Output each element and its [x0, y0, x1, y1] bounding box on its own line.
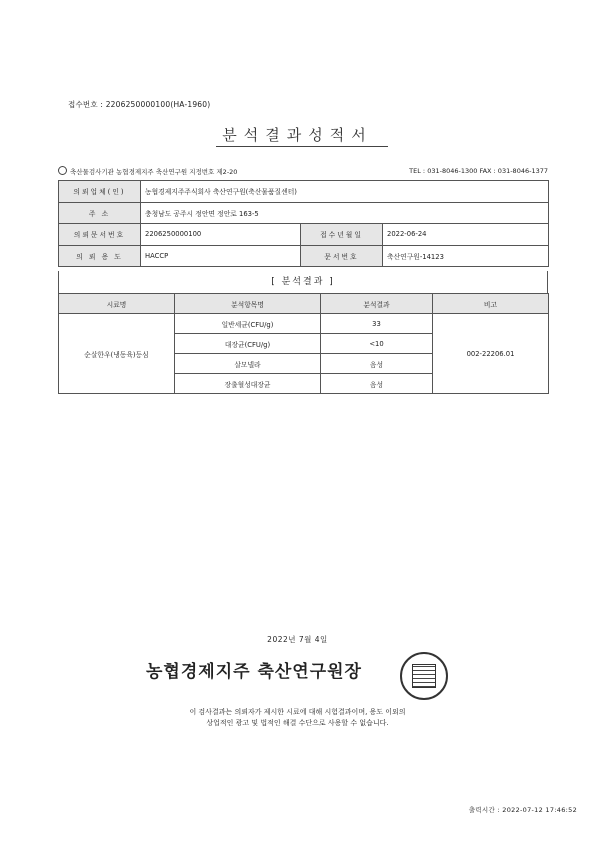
agency-contact: TEL : 031-8046-1300 FAX : 031-8046-1377 [409, 167, 548, 175]
purpose-label: 의 뢰 용 도 [59, 245, 141, 267]
title-underline [216, 146, 388, 147]
client-label: 의뢰업체(인) [59, 181, 141, 203]
table-row [59, 181, 549, 203]
footnote [0, 707, 595, 729]
printed-value: 2022-07-12 17:46:52 [502, 806, 577, 814]
sample-name: 순살한우(냉동육)등심 [59, 314, 175, 394]
request-info-table [58, 180, 549, 267]
table-row [59, 202, 549, 224]
official-seal-icon [400, 652, 448, 700]
print-timestamp [469, 805, 577, 814]
result-value: 음성 [321, 354, 433, 374]
footnote-line: 상업적인 광고 및 법적인 해결 수단으로 사용할 수 없습니다. [206, 719, 389, 727]
seal-inner-icon [412, 664, 436, 688]
table-header-row [59, 294, 549, 314]
docnum-label: 문서번호 [301, 245, 383, 267]
header-item: 분석항목명 [175, 294, 321, 314]
page-title: 분석결과성적서 [222, 126, 373, 144]
issue-date: 2022년 7월 4일 [267, 635, 328, 644]
receipt-number [68, 99, 210, 110]
header-result: 분석결과 [321, 294, 433, 314]
receipt-label: 접수번호 : [68, 100, 104, 109]
printed-label: 출력시간 : [468, 806, 500, 814]
receive-date-label: 접수년월일 [301, 224, 383, 246]
footnote-line: 이 검사결과는 의뢰자가 제시한 시료에 대해 시험결과이며, 용도 이외의 [189, 708, 406, 716]
result-value: <10 [321, 334, 433, 354]
docnum-value: 축산연구원-14123 [383, 245, 549, 267]
result-item: 일반세균(CFU/g) [175, 314, 321, 334]
results-table [58, 293, 549, 394]
docno-label: 의뢰문서번호 [59, 224, 141, 246]
address-value: 충청남도 공주시 정안면 정안로 163-5 [141, 202, 549, 224]
table-row [59, 314, 549, 334]
remark: 002-22206.01 [433, 314, 549, 394]
receive-date-value: 2022-06-24 [383, 224, 549, 246]
address-label: 주 소 [59, 202, 141, 224]
table-row [59, 245, 549, 267]
header-remark: 비고 [433, 294, 549, 314]
result-item: 장출혈성대장균 [175, 374, 321, 394]
header-sample: 시료명 [59, 294, 175, 314]
results-heading: [ 분석결과 ] [58, 271, 548, 293]
result-value: 음성 [321, 374, 433, 394]
result-item: 대장균(CFU/g) [175, 334, 321, 354]
agency-header [58, 166, 548, 178]
docno-value: 2206250000100 [141, 224, 301, 246]
agency-name: 축산물검사기관 농협경제지주 축산연구원 지정번호 제2-20 [70, 168, 238, 176]
purpose-value: HACCP [141, 245, 301, 267]
receipt-value: 2206250000100(HA-1960) [105, 100, 211, 109]
client-value: 농협경제지주주식회사 축산연구원(축산물품질센터) [141, 181, 549, 203]
table-row [59, 224, 549, 246]
signer-title: 농협경제지주 축산연구원장 [146, 662, 362, 682]
result-value: 33 [321, 314, 433, 334]
result-item: 살모넬라 [175, 354, 321, 374]
agency-seal-icon [58, 166, 67, 175]
